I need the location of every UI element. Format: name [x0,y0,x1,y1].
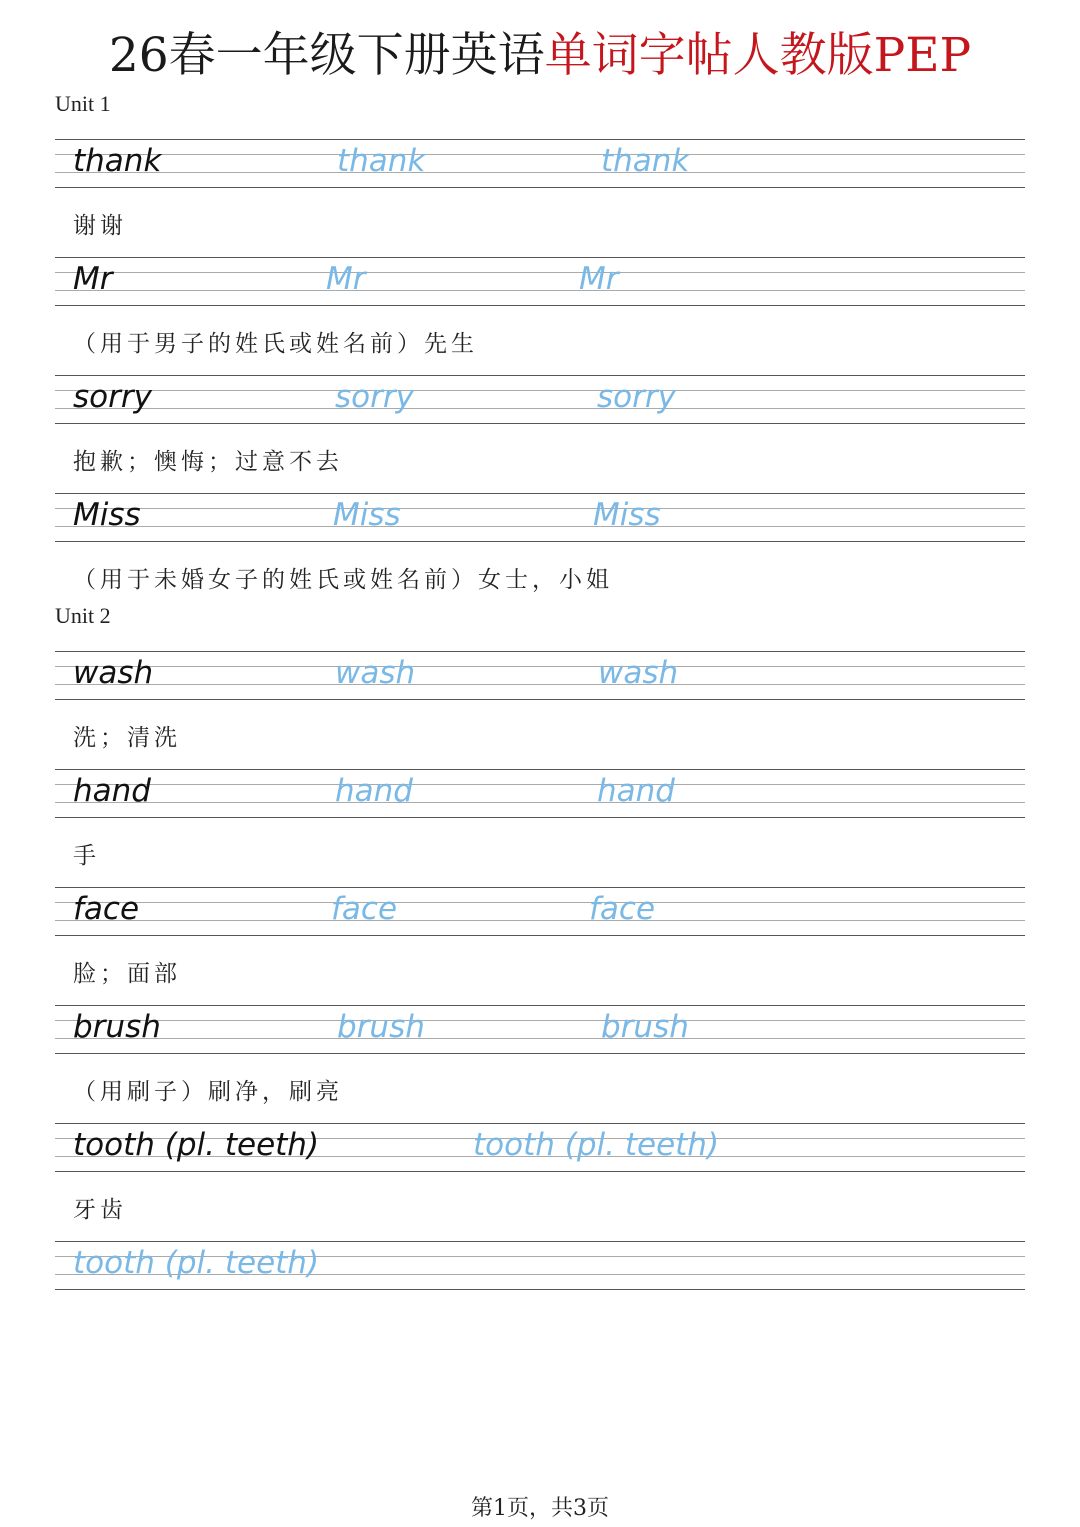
word-trace: Mr [326,261,366,297]
word-trace: face [331,891,398,927]
word-sample: Miss [73,497,141,533]
writing-band [55,887,1025,937]
word-meaning: 抱歉；懊悔；过意不去 [73,449,343,475]
word-sample: sorry [73,379,152,415]
word-meaning: 谢谢 [73,213,127,239]
word-trace: sorry [335,379,414,415]
writing-band [55,1241,1025,1291]
word-meaning: （用于未婚女子的姓氏或姓名前）女士，小姐 [73,567,613,593]
word-trace: hand [597,773,675,809]
writing-band [55,1005,1025,1055]
unit-label: Unit 2 [55,603,111,628]
word-trace: Miss [333,497,401,533]
word-sample: wash [73,655,154,691]
word-trace: thank [337,143,426,179]
word-trace: Mr [579,261,619,297]
writing-band [55,375,1025,425]
word-sample: thank [73,143,162,179]
word-trace: tooth (pl. teeth) [73,1245,320,1281]
word-trace: hand [335,773,413,809]
word-trace: face [589,891,656,927]
word-meaning: 牙齿 [73,1197,127,1223]
word-sample: Mr [73,261,113,297]
title-highlight: 单词字帖人教版PEP [544,28,972,83]
writing-band [55,1123,1025,1173]
word-sample: tooth (pl. teeth) [73,1127,320,1163]
word-trace: brush [337,1009,425,1045]
word-trace: wash [335,655,416,691]
word-sample: face [73,891,140,927]
word-meaning: （用刷子）刷净，刷亮 [73,1079,343,1105]
word-meaning: 手 [73,843,100,869]
word-trace: tooth (pl. teeth) [473,1127,720,1163]
word-trace: thank [601,143,690,179]
word-meaning: （用于男子的姓氏或姓名前）先生 [73,331,478,357]
writing-band [55,139,1025,189]
unit-label: Unit 1 [55,91,111,116]
word-trace: sorry [597,379,676,415]
writing-band [55,651,1025,701]
writing-band [55,769,1025,819]
word-meaning: 洗；清洗 [73,725,181,751]
page-title [0,26,1080,86]
word-sample: brush [73,1009,161,1045]
word-trace: brush [601,1009,689,1045]
writing-band [55,257,1025,307]
title-main: 26春一年级下册英语 [108,28,545,83]
writing-band [55,493,1025,543]
word-meaning: 脸；面部 [73,961,181,987]
word-trace: wash [598,655,679,691]
page-footer: 第1页，共3页 [471,1496,609,1521]
word-trace: Miss [593,497,661,533]
word-sample: hand [73,773,151,809]
